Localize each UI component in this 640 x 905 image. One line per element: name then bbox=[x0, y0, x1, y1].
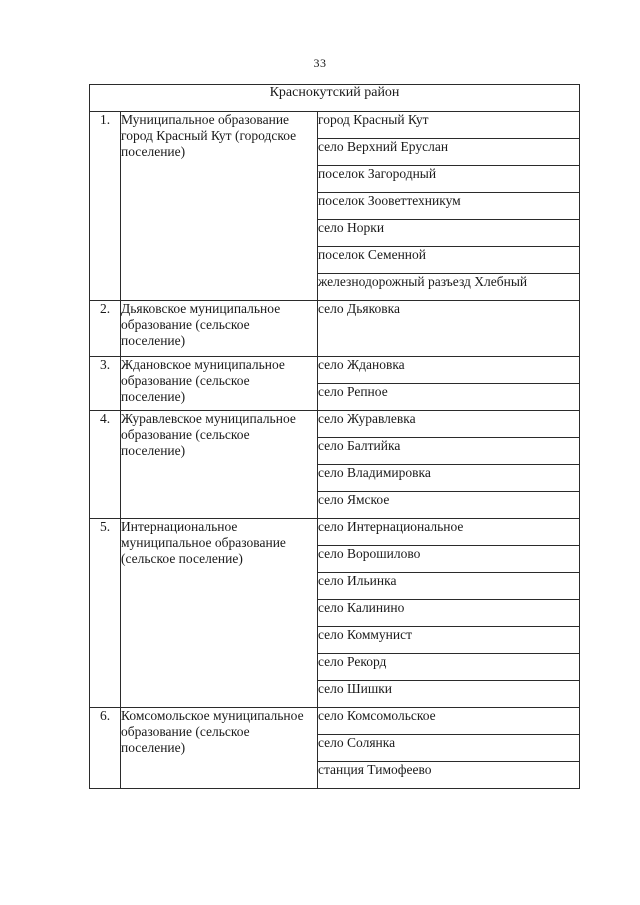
settlement-cell: село Репное bbox=[318, 384, 580, 411]
settlement-cell: село Интернациональное bbox=[318, 519, 580, 546]
municipality-name-text: Дьяковское муниципальное образование (сельское поселение) bbox=[121, 301, 281, 348]
table-row bbox=[90, 708, 580, 735]
row-number: 1. bbox=[90, 112, 121, 301]
settlement-cell: село Балтийка bbox=[318, 438, 580, 465]
municipality-name bbox=[121, 112, 318, 301]
settlement-cell: село Ждановка bbox=[318, 357, 580, 384]
page-number: 33 bbox=[313, 56, 327, 70]
table-row bbox=[90, 301, 580, 357]
settlement-cell: село Калинино bbox=[318, 600, 580, 627]
settlement-cell: село Журавлевка bbox=[318, 411, 580, 438]
row-number: 3. bbox=[90, 357, 121, 411]
row-number: 4. bbox=[90, 411, 121, 519]
settlement-cell: село Ямское bbox=[318, 492, 580, 519]
settlement-cell: село Солянка bbox=[318, 735, 580, 762]
municipality-name-text: Комсомольское муниципальное образование (сельское поселение) bbox=[121, 708, 304, 755]
settlement-cell: город Красный Кут bbox=[318, 112, 580, 139]
municipality-name-text: Журавлевское муниципальное образование (сельское поселение) bbox=[121, 411, 296, 458]
municipality-name-text: Муниципальное образование город Красный Кут (городское поселение) bbox=[121, 112, 297, 159]
settlement-cell: село Шишки bbox=[318, 681, 580, 708]
settlement-cell: село Рекорд bbox=[318, 654, 580, 681]
settlement-cell: поселок Семенной bbox=[318, 247, 580, 274]
municipality-name bbox=[121, 411, 318, 519]
district-title: Краснокутский район bbox=[90, 85, 580, 112]
settlement-cell: село Владимировка bbox=[318, 465, 580, 492]
settlement-cell: село Коммунист bbox=[318, 627, 580, 654]
municipality-name-text: Интернациональное муниципальное образование (сельское поселение) bbox=[121, 519, 286, 566]
table-row bbox=[90, 112, 580, 139]
settlement-cell: станция Тимофеево bbox=[318, 762, 580, 789]
municipality-name bbox=[121, 357, 318, 411]
table-row bbox=[90, 411, 580, 438]
settlement-cell: поселок Загородный bbox=[318, 166, 580, 193]
settlement-cell: село Ворошилово bbox=[318, 546, 580, 573]
settlement-cell: село Ильинка bbox=[318, 573, 580, 600]
settlement-cell: село Верхний Еруслан bbox=[318, 139, 580, 166]
municipality-name bbox=[121, 301, 318, 357]
settlements-table bbox=[89, 84, 580, 789]
settlement-cell: железнодорожный разъезд Хлебный bbox=[318, 274, 580, 301]
table-row bbox=[90, 357, 580, 384]
row-number: 2. bbox=[90, 301, 121, 357]
municipality-name bbox=[121, 708, 318, 789]
table-row bbox=[90, 519, 580, 546]
settlement-cell: село Норки bbox=[318, 220, 580, 247]
district-header-row bbox=[90, 85, 580, 112]
settlement-cell: село Дьяковка bbox=[318, 301, 580, 357]
row-number: 5. bbox=[90, 519, 121, 708]
municipality-name-text: Ждановское муниципальное образование (сельское поселение) bbox=[121, 357, 285, 404]
row-number: 6. bbox=[90, 708, 121, 789]
municipality-name bbox=[121, 519, 318, 708]
settlement-cell: поселок Зооветтехникум bbox=[318, 193, 580, 220]
settlement-cell: село Комсомольское bbox=[318, 708, 580, 735]
